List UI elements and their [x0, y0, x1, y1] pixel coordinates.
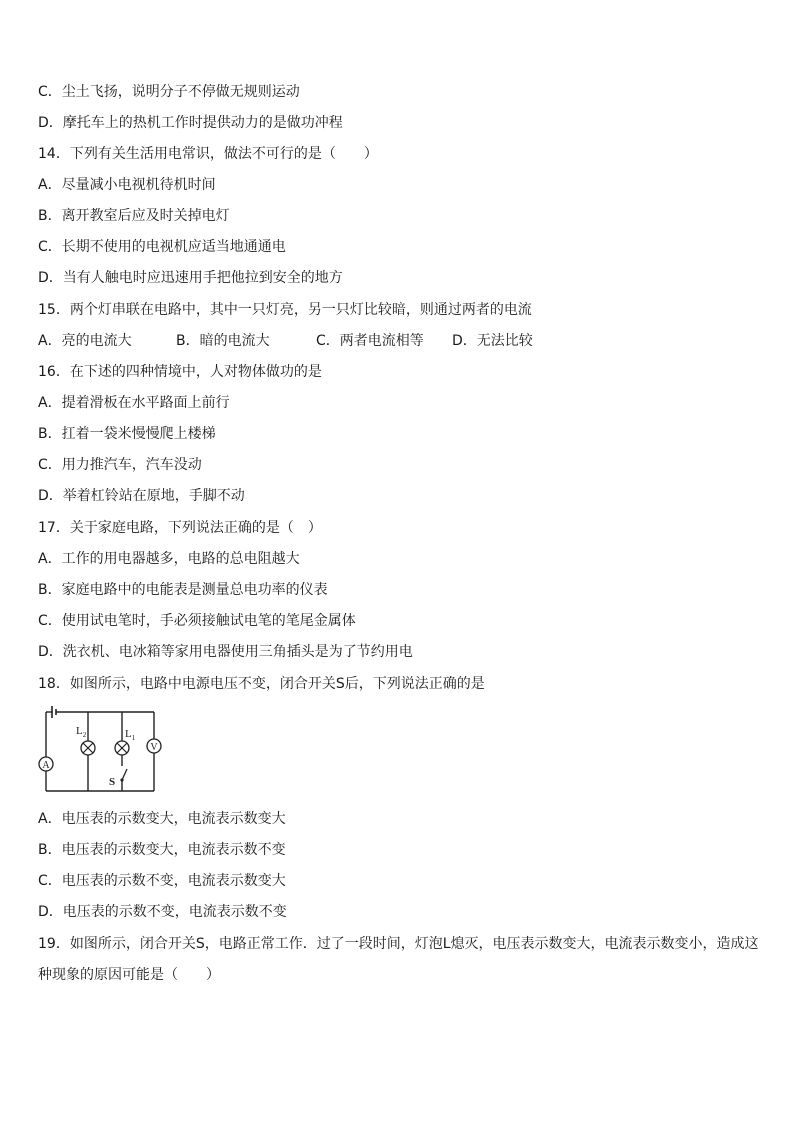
switch-icon: [120, 769, 127, 782]
q17-question: 17．关于家庭电路，下列说法正确的是（ ）: [38, 520, 322, 536]
lamp-l1-label: $L_1$: [125, 728, 136, 742]
q18-option-a: A．电压表的示数变大，电流表示数变大: [38, 811, 286, 827]
lamp-l2-icon: [81, 741, 95, 755]
q14-option-a: A．尽量减小电视机待机时间: [38, 177, 216, 193]
q14-question: 14．下列有关生活用电常识，做法不可行的是（ ）: [38, 146, 378, 162]
lamp-l2-label: $L_2$: [76, 725, 87, 739]
switch-label: S: [109, 776, 116, 788]
circuit-wires: [46, 712, 154, 791]
q15-option-c: C．两者电流相等: [316, 333, 424, 349]
q16-option-c: C．用力推汽车，汽车没动: [38, 457, 202, 473]
q19-question-line2: 种现象的原因可能是（ ）: [38, 967, 220, 983]
q13-option-c: C．尘土飞扬，说明分子不停做无规则运动: [38, 84, 300, 100]
q16-question: 16．在下述的四种情境中，人对物体做功的是: [38, 364, 322, 380]
q16-option-b: B．扛着一袋米慢慢爬上楼梯: [38, 426, 216, 442]
q14-option-c: C．长期不使用的电视机应适当地通通电: [38, 239, 286, 255]
q14-option-d: D．当有人触电时应迅速用手把他拉到安全的地方: [38, 270, 343, 286]
q18-circuit-diagram: [38, 706, 162, 796]
q17-option-c: C．使用试电笔时，手必须接触试电笔的笔尾金属体: [38, 613, 356, 629]
q17-option-d: D．洗衣机、电冰箱等家用电器使用三角插头是为了节约用电: [38, 644, 413, 660]
q14-option-b: B．离开教室后应及时关掉电灯: [38, 208, 230, 224]
ammeter-icon: [39, 757, 53, 771]
lamp-l1-icon: [115, 741, 129, 755]
q16-option-d: D．举着杠铃站在原地，手脚不动: [38, 488, 245, 504]
q18-option-b: B．电压表的示数变大，电流表示数不变: [38, 842, 286, 858]
q15-options: [38, 331, 533, 351]
q17-option-a: A．工作的用电器越多，电路的总电阻越大: [38, 551, 300, 567]
q15-option-b: B．暗的电流大: [176, 333, 270, 349]
q19-question-line1: 19．如图所示，闭合开关S，电路正常工作．过了一段时间，灯泡L熄灭，电压表示数变大，电流表示数变小，造成这: [38, 936, 759, 952]
battery-icon: [52, 706, 56, 718]
q18-question: 18．如图所示，电路中电源电压不变，闭合开关S后，下列说法正确的是: [38, 676, 485, 692]
ammeter-label: A: [42, 760, 50, 771]
q13-option-d: D．摩托车上的热机工作时提供动力的是做功冲程: [38, 115, 343, 131]
voltmeter-label: V: [150, 742, 158, 753]
q15-option-a: A．亮的电流大: [38, 333, 132, 349]
q15-question: 15．两个灯串联在电路中，其中一只灯亮，另一只灯比较暗，则通过两者的电流: [38, 302, 532, 318]
q18-option-d: D．电压表的示数不变，电流表示数不变: [38, 904, 287, 920]
q17-option-b: B．家庭电路中的电能表是测量总电功率的仪表: [38, 582, 328, 598]
q16-option-a: A．提着滑板在水平路面上前行: [38, 395, 230, 411]
voltmeter-icon: [147, 739, 161, 753]
q18-option-c: C．电压表的示数不变，电流表示数变大: [38, 873, 286, 889]
q15-option-d: D．无法比较: [452, 333, 533, 349]
